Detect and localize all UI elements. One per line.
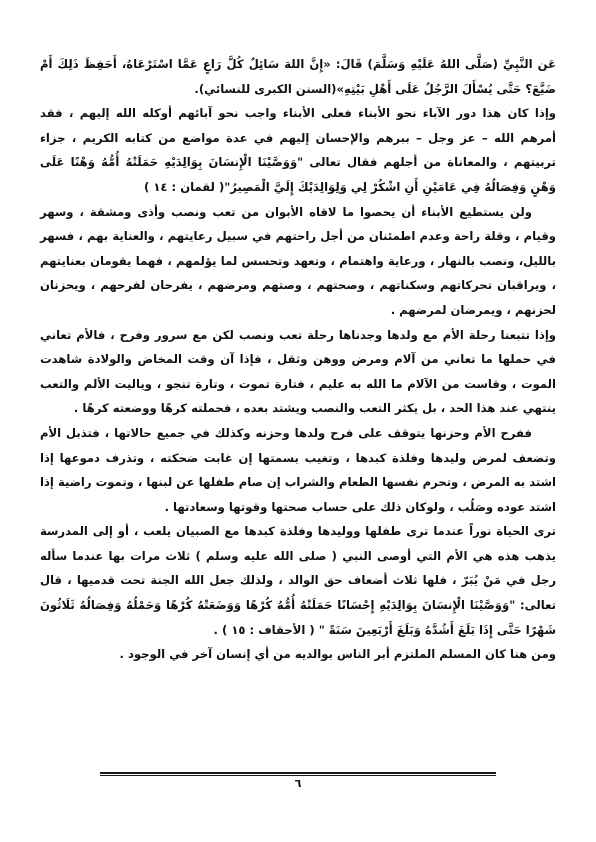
footer-rule-thin — [100, 775, 496, 776]
paragraph-conclusion: ومن هنا كان المسلم الملتزم أبر الناس بوالديه من أي إنسان آخر في الوجود . — [119, 647, 556, 662]
paragraph-parents-duty: وإذا كان هذا دور الآباء نحو الأبناء فعلى الأبناء واجب نحو آبائهم أوكله الله إليهم ، فقد أمرهم الله – عز وجل – ببرهم والإحسان إليهم في عدة مواضع من كتابه الكريم ، جزاء تربيتهم ، والمعاناة من أجلهم فقال تعالى "وَوَصَّيْنَا الْإِنسَانَ بِوَالِدَيْهِ حَمَلَتْهُ أُمُّهُ وَهْنًا عَلَى وَهْنٍ وَفِصَالُهُ فِي عَامَيْنِ أَنِ اشْكُرْ لِي وَلِوَالِدَيْكَ إِلَيَّ الْمَصِيرُ"( لقمان : ١٤ ) — [40, 106, 556, 194]
paragraph-mother-honor: ترى الحياة نوراً عندما ترى طفلها ووليدها وفلذة كبدها مع الصبيان يلعب ، أو إلى المدرسة يذهب هذه هي الأم التي أوصى النبي ( صلى الله عليه وسلم ) ثلاث مرات بها عندما سأله رجل في مَنْ يُبَرّ ، فلها ثلاث أضعاف حق الوالد ، ولذلك جعل الله الجنة تحت قدميها ، قال تعالى: "وَوَصَّيْنَا الْإِنسَانَ بِوَالِدَيْهِ إِحْسَانًا حَمَلَتْهُ أُمُّهُ كُرْهًا وَوَضَعَتْهُ كُرْهًا وَحَمْلُهُ وَفِصَالُهُ ثَلَاثُونَ شَهْرًا حَتَّى إِذَا بَلَغَ أَشُدَّهُ وَبَلَغَ أَرْبَعِينَ سَنَةً " ( الأحقاف : ١٥ ) . — [40, 524, 556, 637]
body-text — [40, 52, 556, 667]
paragraph-mother-journey: وإذا تتبعنا رحلة الأم مع ولدها وجدناها رحلة تعب ونصب لكن مع سرور وفرح ، فالأم تعاني في حملها ما تعاني من آلام ومرض ووهن وثقل ، فإذا آن وقت المخاض والولادة شاهدت الموت ، وقاست من الآلام ما الله به عليم ، فتارة تموت ، وتارة تنجو ، وياليت الألم والتعب ينتهي عند هذا الحد ، بل يكثر التعب والنصب ويشتد بعده ، فحملته كرهًا ووضعته كرهًا . — [40, 327, 556, 416]
paragraph-parents-hardship: ولن يستطيع الأبناء أن يحصوا ما لاقاه الأبوان من تعب ونصب وأذى ومشقة ، وسهر وقيام ، وقلة راحة وعدم اطمئنان من أجل راحتهم في سبيل رعايتهم ، والعناية بهم ، فسهر بالليل، ونصب بالنهار ، ورعاية واهتمام ، وتعهد وتحسس لما يؤلمهم ، فهما يقومان بعنايتهم ، ويراقبان تحركاتهم وسكناتهم ، وصحتهم ، وصتهم ومرضهم ، يفرحان لفرحهم ، ويحزنان لحزنهم ، ويمرضان لمرضهم . — [40, 204, 556, 317]
footer-rule-thick — [100, 772, 496, 774]
paragraph-hadith: عَن النَّبِيِّ (صَلَّى اللهُ عَلَيْهِ وَسَلَّمَ) قَالَ: «إِنَّ اللهَ سَائِلٌ كُلَّ رَاعٍ عَمَّا اسْتَرْعَاهُ، أَحَفِظَ ذَلِكَ أَمْ ضَيَّعَ؟ حَتَّى يُسْأَلَ الرَّجُلُ عَلَى أَهْلِ بَيْتِهِ»(السنن الكبرى للنسائي). — [40, 57, 556, 96]
paragraph-mother-feelings: ففرح الأم وحزنها يتوقف على فرح ولدها وحزنه وكذلك في جميع حالاتها ، فتذبل الأم وتضعف لمرض وليدها وفلذة كبدها ، وتغيب بسمتها إن غابت ضحكته ، وتذرف دموعها إذا اشتد به المرض ، وتحرم نفسها الطعام والشراب إن صام طفلها عن لبنها ، وتموت راضية إذا اشتد عوده وصَلُب ، ولوكان ذلك على حساب صحتها وقوتها وسعادتها . — [40, 425, 556, 514]
page-number: ٦ — [294, 777, 302, 790]
